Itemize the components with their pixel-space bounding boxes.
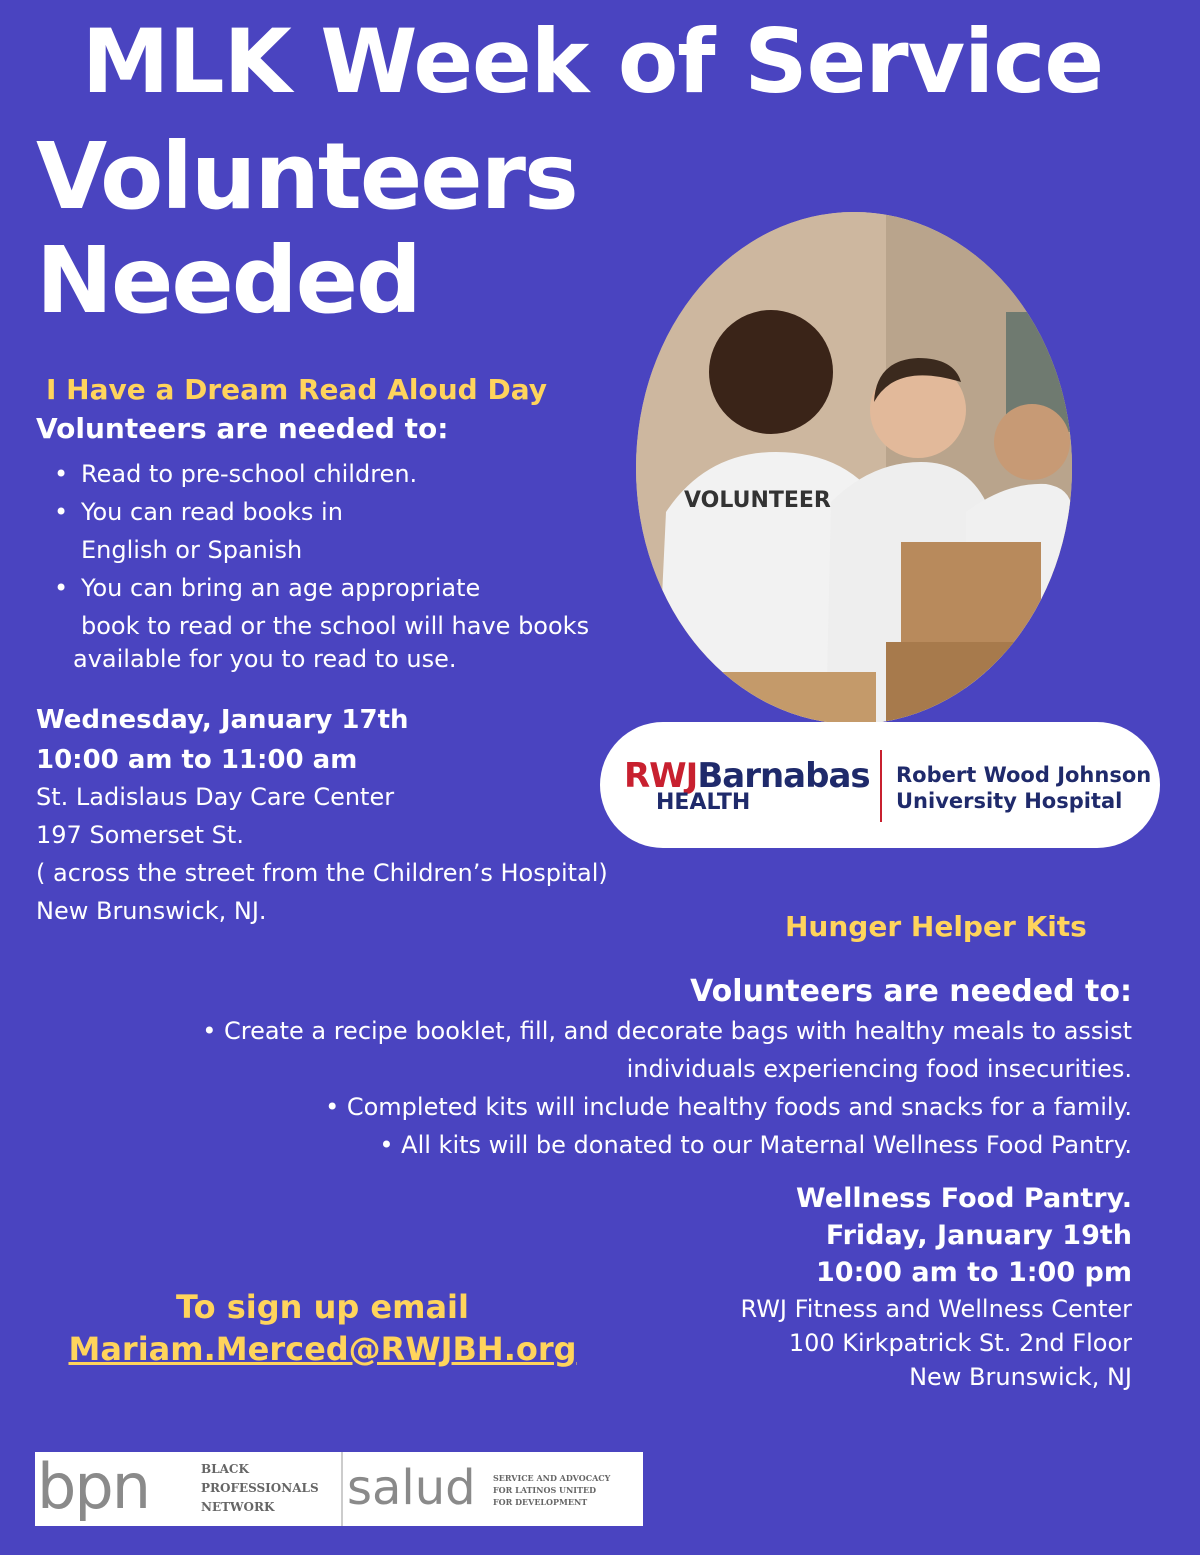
location-line: 100 Kirkpatrick St. 2nd Floor: [788, 1329, 1132, 1357]
list-item: • Completed kits will include healthy foods and snacks for a family.: [325, 1093, 1132, 1121]
read-aloud-list: [36, 455, 656, 645]
salud-name-line: FOR LATINOS UNITED: [493, 1485, 597, 1495]
read-aloud-title: I Have a Dream Read Aloud Day: [46, 373, 547, 406]
bpn-logo: bpn: [37, 1450, 150, 1523]
hunger-helper-title: Hunger Helper Kits: [785, 910, 1087, 943]
salud-logo: salud: [347, 1460, 476, 1516]
read-aloud-location: [36, 778, 608, 930]
rwj-mark: RWJ: [624, 756, 698, 796]
list-item-continuation: [36, 607, 656, 645]
list-item-text: English or Spanish: [81, 536, 303, 564]
read-aloud-when: [36, 700, 409, 780]
hunger-helper-place: Wellness Food Pantry.: [796, 1183, 1132, 1214]
salud-name: [493, 1472, 610, 1508]
partner-logos: [35, 1452, 643, 1526]
salud-name-line: SERVICE AND ADVOCACY: [493, 1473, 611, 1483]
read-aloud-day: Wednesday, January 17th: [36, 705, 409, 735]
list-item-text: book to read or the school will have books: [81, 612, 590, 640]
location-line: St. Ladislaus Day Care Center: [36, 783, 395, 811]
rwj-barnabas-logo: [600, 722, 1160, 848]
headline-line-2: Needed: [36, 227, 420, 334]
barnabas-mark: Barnabas: [697, 756, 870, 796]
bpn-name-line: PROFESSIONALS: [201, 1481, 319, 1495]
poster-title: MLK Week of Service: [81, 10, 1104, 113]
health-label: HEALTH: [656, 790, 751, 815]
signup-block: [0, 1286, 645, 1370]
hospital-name: [896, 762, 1151, 814]
list-item: • All kits will be donated to our Maternal Wellness Food Pantry.: [379, 1131, 1132, 1159]
location-line: New Brunswick, NJ: [909, 1363, 1132, 1391]
read-aloud-time: 10:00 am to 11:00 am: [36, 745, 358, 775]
hospital-name-line-1: Robert Wood Johnson: [896, 763, 1152, 787]
location-line: ( across the street from the Children’s Hospital): [36, 859, 608, 887]
volunteers-illustration: [636, 212, 1072, 724]
signup-email-link[interactable]: Mariam.Merced@RWJBH.org: [68, 1330, 577, 1368]
bpn-name-line: NETWORK: [201, 1500, 275, 1514]
location-line: New Brunswick, NJ.: [36, 897, 267, 925]
headline-line-1: Volunteers: [36, 123, 577, 230]
hunger-helper-list: [0, 1012, 1132, 1164]
list-item: • Read to pre-school children.: [36, 455, 656, 493]
shirt-text: VOLUNTEER: [684, 488, 831, 513]
hunger-helper-lead: Volunteers are needed to:: [690, 974, 1132, 1009]
list-item: • Create a recipe booklet, fill, and decorate bags with healthy meals to assist: [202, 1017, 1132, 1045]
volunteers-photo: [636, 212, 1072, 724]
salud-name-line: FOR DEVELOPMENT: [493, 1497, 588, 1507]
list-item-continuation: [36, 531, 656, 569]
bpn-name-line: BLACK: [201, 1462, 249, 1476]
hunger-helper-day: Friday, January 19th: [825, 1220, 1132, 1251]
logo-divider: [880, 750, 882, 822]
hunger-helper-when: [0, 1180, 1132, 1291]
partner-divider: [341, 1452, 343, 1526]
location-line: 197 Somerset St.: [36, 821, 244, 849]
signup-label: To sign up email: [176, 1288, 469, 1326]
read-aloud-extra-line: available for you to read to use.: [73, 645, 457, 673]
bpn-name: [201, 1460, 319, 1517]
read-aloud-lead: Volunteers are needed to:: [36, 412, 449, 445]
hospital-name-line-2: University Hospital: [896, 789, 1123, 813]
hunger-helper-time: 10:00 am to 1:00 pm: [816, 1257, 1132, 1288]
list-item: • You can read books in: [36, 493, 656, 531]
list-item: individuals experiencing food insecurities.: [626, 1055, 1132, 1083]
location-line: RWJ Fitness and Wellness Center: [740, 1295, 1132, 1323]
headline: [36, 125, 577, 333]
list-item: • You can bring an age appropriate: [36, 569, 656, 607]
